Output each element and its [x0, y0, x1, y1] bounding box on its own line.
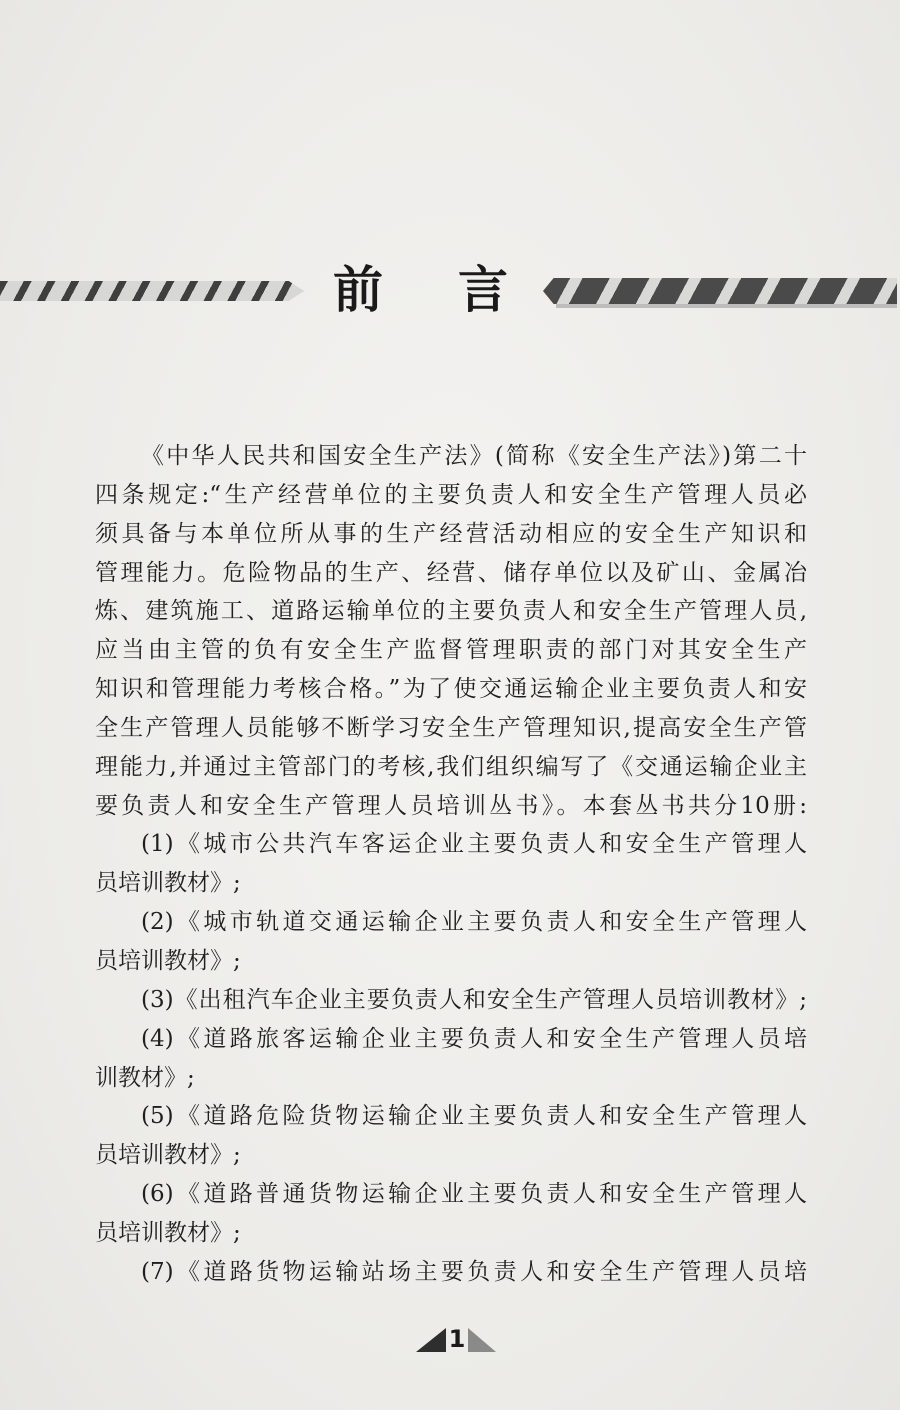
- page-number: 1: [448, 1325, 466, 1353]
- right-triangle-icon: [468, 1328, 496, 1352]
- page-number-block: [412, 1322, 498, 1356]
- header-stripe-left: [0, 281, 304, 301]
- paragraph-line: 四条规定:“生产经营单位的主要负责人和安全生产管理人员必: [95, 481, 807, 508]
- list-item-7-line-1: (7)《道路货物运输站场主要负责人和安全生产管理人员培: [141, 1258, 807, 1285]
- paragraph-line: 《中华人民共和国安全生产法》(简称《安全生产法》)第二十: [141, 443, 807, 469]
- list-item-4-line-1: (4)《道路旅客运输企业主要负责人和安全生产管理人员培: [141, 1025, 807, 1052]
- body-text: [95, 437, 807, 1292]
- list-item-6-line-1: (6)《道路普通货物运输企业主要负责人和安全生产管理人: [141, 1181, 807, 1208]
- paragraph-line: 理能力,并通过主管部门的考核,我们组织编写了《交通运输企业主: [95, 753, 807, 780]
- list-item-4-line-2: 训教材》;: [95, 1064, 195, 1091]
- paragraph-line: 要负责人和安全生产管理人员培训丛书》。本套丛书共分10册:: [95, 792, 807, 819]
- list-item-1-line-1: (1)《城市公共汽车客运企业主要负责人和安全生产管理人: [141, 831, 807, 858]
- paragraph-line: 全生产管理人员能够不断学习安全生产管理知识,提高安全生产管: [95, 714, 807, 741]
- paragraph-line: 须具备与本单位所从事的生产经营活动相应的安全生产知识和: [95, 520, 807, 547]
- header-stripe-right-base: [556, 304, 897, 308]
- list-item-5-line-2: 员培训教材》;: [95, 1142, 241, 1169]
- paragraph-line: 炼、建筑施工、道路运输单位的主要负责人和安全生产管理人员,: [95, 598, 807, 625]
- header-stripe-right: [543, 278, 897, 304]
- page-title: 前言: [333, 260, 583, 319]
- paragraph-line: 应当由主管的负有安全生产监督管理职责的部门对其安全生产: [95, 637, 807, 664]
- paragraph-line: 知识和管理能力考核合格。”为了使交通运输企业主要负责人和安: [95, 676, 807, 703]
- left-triangle-icon: [416, 1328, 446, 1352]
- list-item-1-line-2: 员培训教材》;: [95, 870, 241, 897]
- list-item-5-line-1: (5)《道路危险货物运输企业主要负责人和安全生产管理人: [141, 1103, 807, 1130]
- paragraph-line: 管理能力。危险物品的生产、经营、储存单位以及矿山、金属冶: [95, 559, 807, 586]
- list-item-2-line-1: (2)《城市轨道交通运输企业主要负责人和安全生产管理人: [141, 909, 807, 936]
- list-item-3-line-1: (3)《出租汽车企业主要负责人和安全生产管理人员培训教材》;: [141, 986, 807, 1013]
- list-item-6-line-2: 员培训教材》;: [95, 1219, 241, 1246]
- list-item-2-line-2: 员培训教材》;: [95, 947, 241, 974]
